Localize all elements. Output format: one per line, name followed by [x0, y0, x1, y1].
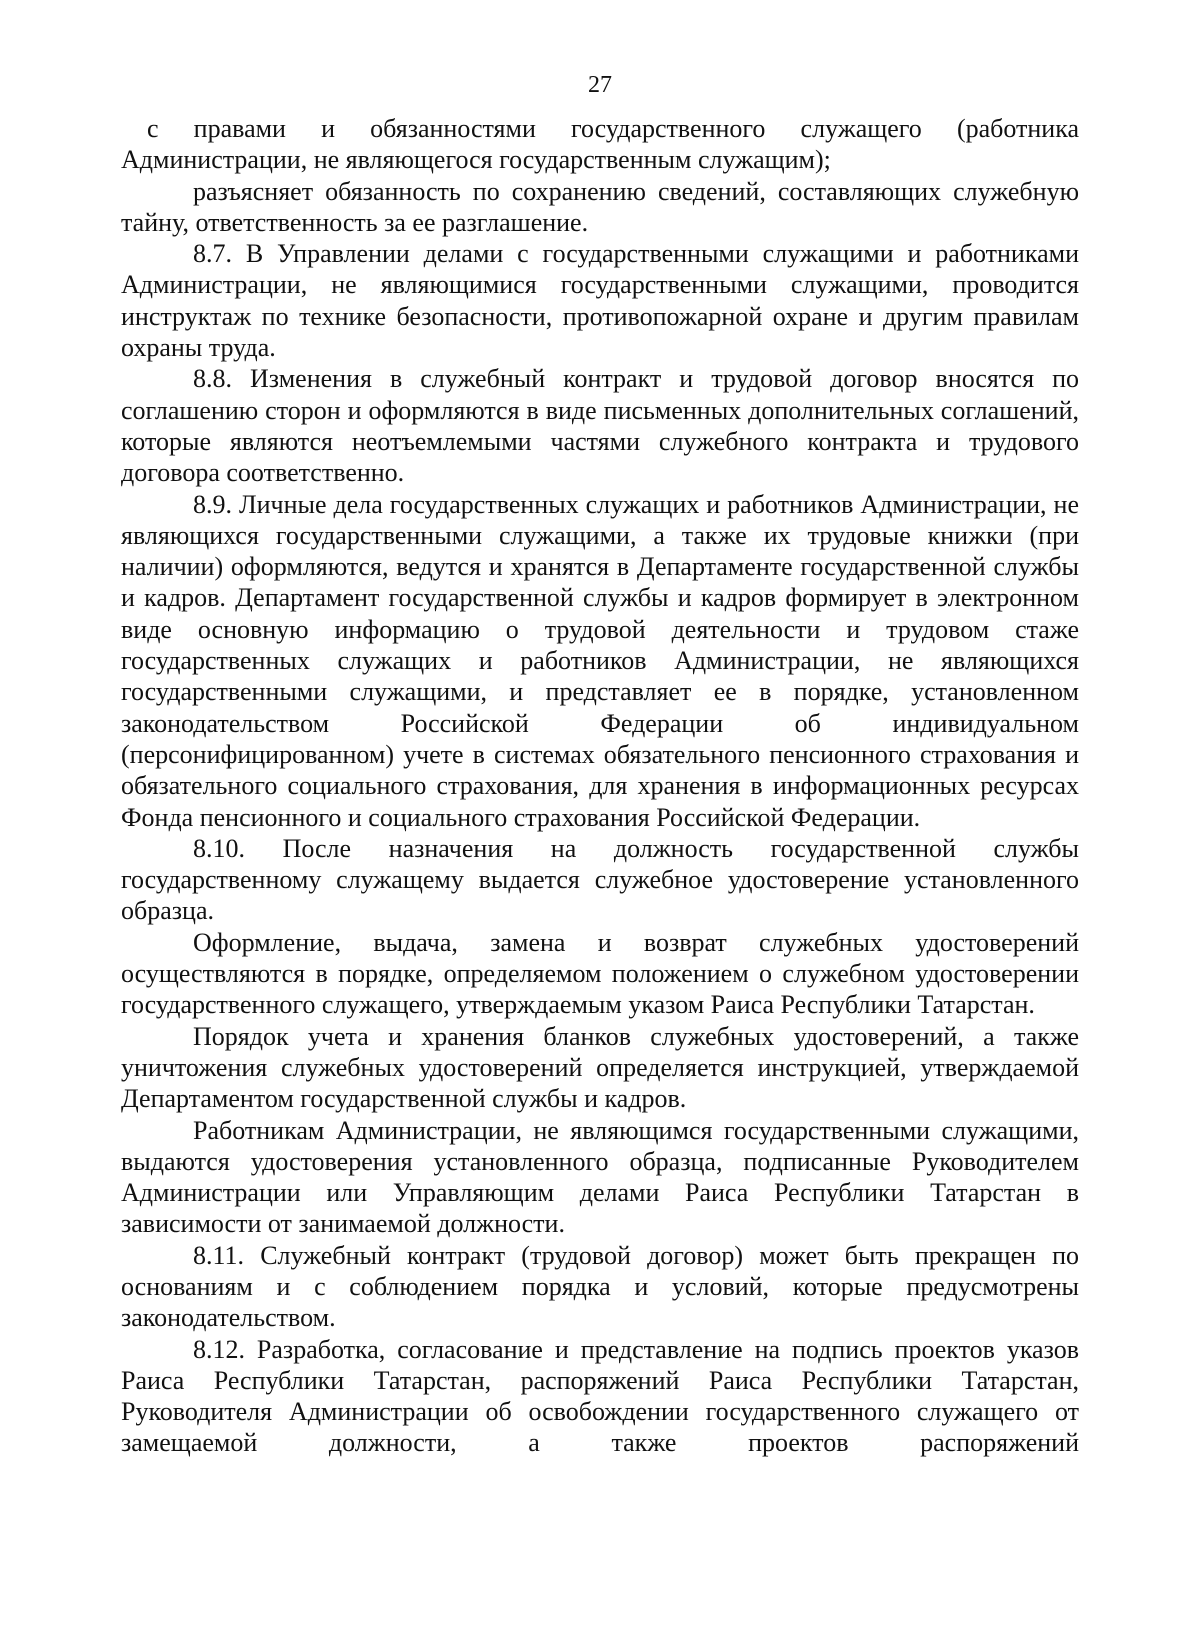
paragraph-blank-accounting: Порядок учета и хранения бланков служебных удостоверений, а также уничтожения служебных удостоверений определяется инструкцией, утверждаемой Департаментом государственной службы и кадров. — [121, 1021, 1079, 1114]
paragraph-8-11: 8.11. Служебный контракт (трудовой договор) может быть прекращен по основаниям и с соблюдением порядка и условий, которые предусмотрены законодательством. — [121, 1240, 1079, 1333]
paragraph-employee-certificates: Работникам Администрации, не являющимся государственными служащими, выдаются удостоверения установленного образца, подписанные Руководителем Администрации или Управляющим делами Раиса Республики Татарстан в зависимости от занимаемой должности. — [121, 1115, 1079, 1239]
paragraph-certificate-issue: Оформление, выдача, замена и возврат служебных удостоверений осуществляются в порядке, определяемом положением о служебном удостоверении государственного служащего, утверждаемым указом Раиса Республики Татарстан. — [121, 927, 1079, 1020]
paragraph-8-10: 8.10. После назначения на должность государственной службы государственному служащему выдается служебное удостоверение установленного образца. — [121, 833, 1079, 926]
document-body — [121, 113, 1079, 1459]
page-number: 27 — [588, 72, 612, 98]
paragraph-8-8: 8.8. Изменения в служебный контракт и трудовой договор вносятся по соглашению сторон и оформляются в виде письменных дополнительных соглашений, которые являются неотъемлемыми частями служебного контракта и трудового договора соответственно. — [121, 364, 1079, 488]
paragraph-8-12: 8.12. Разработка, согласование и представление на подпись проектов указов Раиса Республики Татарстан, распоряжений Раиса Республики Татарстан, Руководителя Администрации об освобождении государственного служащего от замещаемой должности, а также проектов распоряжений — [121, 1334, 1079, 1458]
paragraph-rights-duties: с правами и обязанностями государственного служащего (работника Администрации, не являющегося государственным служащим); — [121, 114, 1079, 175]
paragraph-service-secret: разъясняет обязанность по сохранению сведений, составляющих служебную тайну, ответственность за ее разглашение. — [121, 176, 1079, 237]
paragraph-8-7: 8.7. В Управлении делами с государственными служащими и работниками Администрации, не являющимися государственными служащими, проводится инструктаж по технике безопасности, противопожарной охране и другим правилам охраны труда. — [121, 239, 1079, 363]
paragraph-8-9: 8.9. Личные дела государственных служащих и работников Администрации, не являющихся государственными служащими, а также их трудовые книжки (при наличии) оформляются, ведутся и хранятся в Департаменте государственной службы и кадров. Департамент государственной службы и кадров формирует в электронном виде основную информацию о трудовой деятельности и трудовом стаже государственных служащих и работников Администрации, не являющихся государственными служащими, и представляет ее в порядке, установленном законодательством Российской Федерации об индивидуальном (персонифицированном) учете в системах обязательного пенсионного страхования и обязательного социального страхования, для хранения в информационных ресурсах Фонда пенсионного и социального страхования Российской Федерации. — [121, 489, 1079, 832]
